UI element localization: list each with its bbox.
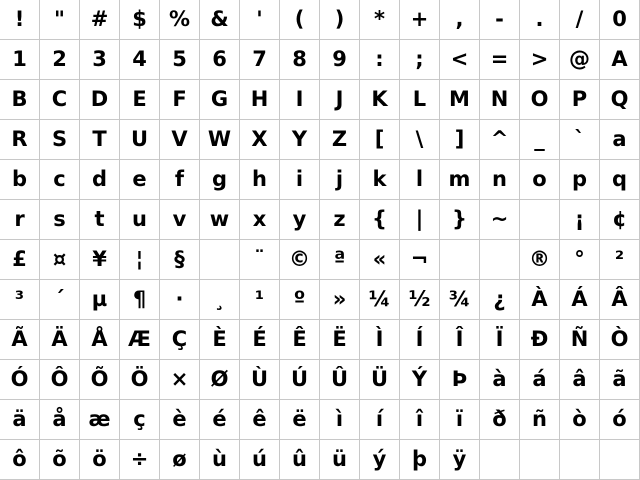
glyph-cell: C — [40, 80, 80, 120]
glyph-cell: Þ — [440, 360, 480, 400]
glyph-cell-empty — [200, 240, 240, 280]
glyph-cell: Ä — [40, 320, 80, 360]
glyph-cell: ú — [240, 440, 280, 480]
glyph-cell: ö — [80, 440, 120, 480]
glyph-cell: y — [280, 200, 320, 240]
glyph-cell: Ã — [0, 320, 40, 360]
glyph-cell: 5 — [160, 40, 200, 80]
glyph-cell: ¿ — [480, 280, 520, 320]
glyph-cell: 0 — [600, 0, 640, 40]
glyph-cell: ý — [360, 440, 400, 480]
glyph-cell: ] — [440, 120, 480, 160]
glyph-cell: Ñ — [560, 320, 600, 360]
glyph-cell: È — [200, 320, 240, 360]
glyph-cell: Ì — [360, 320, 400, 360]
glyph-cell: Y — [280, 120, 320, 160]
glyph-cell: ½ — [400, 280, 440, 320]
glyph-cell: B — [0, 80, 40, 120]
glyph-cell: Ü — [360, 360, 400, 400]
glyph-cell: Ç — [160, 320, 200, 360]
glyph-cell: M — [440, 80, 480, 120]
glyph-cell: * — [360, 0, 400, 40]
glyph-cell: Ê — [280, 320, 320, 360]
glyph-cell: ¥ — [80, 240, 120, 280]
glyph-cell: ñ — [520, 400, 560, 440]
glyph-cell: V — [160, 120, 200, 160]
glyph-cell: @ — [560, 40, 600, 80]
glyph-cell: ^ — [480, 120, 520, 160]
glyph-cell: ì — [320, 400, 360, 440]
glyph-cell: í — [360, 400, 400, 440]
glyph-cell: \ — [400, 120, 440, 160]
glyph-cell: ò — [560, 400, 600, 440]
glyph-cell: è — [160, 400, 200, 440]
glyph-cell: © — [280, 240, 320, 280]
glyph-cell: 7 — [240, 40, 280, 80]
glyph-cell: ¡ — [560, 200, 600, 240]
glyph-cell: / — [560, 0, 600, 40]
glyph-cell: f — [160, 160, 200, 200]
glyph-cell: Õ — [80, 360, 120, 400]
glyph-cell: ó — [600, 400, 640, 440]
glyph-cell: + — [400, 0, 440, 40]
glyph-cell: « — [360, 240, 400, 280]
glyph-cell: 3 — [80, 40, 120, 80]
glyph-cell: $ — [120, 0, 160, 40]
glyph-cell: ¬ — [400, 240, 440, 280]
glyph-cell: õ — [40, 440, 80, 480]
glyph-cell: t — [80, 200, 120, 240]
glyph-cell: J — [320, 80, 360, 120]
glyph-cell: ¹ — [240, 280, 280, 320]
glyph-cell: Ò — [600, 320, 640, 360]
glyph-cell: z — [320, 200, 360, 240]
glyph-cell: æ — [80, 400, 120, 440]
glyph-cell: Ô — [40, 360, 80, 400]
glyph-cell: x — [240, 200, 280, 240]
glyph-cell: ã — [600, 360, 640, 400]
glyph-cell: ® — [520, 240, 560, 280]
glyph-cell: : — [360, 40, 400, 80]
glyph-cell: ÿ — [440, 440, 480, 480]
glyph-cell: ï — [440, 400, 480, 440]
glyph-cell: G — [200, 80, 240, 120]
glyph-cell: p — [560, 160, 600, 200]
glyph-cell: À — [520, 280, 560, 320]
glyph-cell: a — [600, 120, 640, 160]
glyph-cell: b — [0, 160, 40, 200]
glyph-cell: £ — [0, 240, 40, 280]
glyph-cell: µ — [80, 280, 120, 320]
glyph-cell-empty — [600, 440, 640, 480]
glyph-cell: L — [400, 80, 440, 120]
glyph-cell: i — [280, 160, 320, 200]
glyph-cell: ü — [320, 440, 360, 480]
glyph-cell: ô — [0, 440, 40, 480]
glyph-cell: D — [80, 80, 120, 120]
glyph-cell: R — [0, 120, 40, 160]
glyph-cell: Æ — [120, 320, 160, 360]
glyph-cell: Ý — [400, 360, 440, 400]
glyph-cell: k — [360, 160, 400, 200]
glyph-cell: ! — [0, 0, 40, 40]
glyph-cell: ` — [560, 120, 600, 160]
glyph-cell: Ø — [200, 360, 240, 400]
glyph-cell: ÷ — [120, 440, 160, 480]
glyph-cell: Ö — [120, 360, 160, 400]
glyph-cell: F — [160, 80, 200, 120]
glyph-cell: Ð — [520, 320, 560, 360]
glyph-cell-empty — [480, 240, 520, 280]
glyph-cell: á — [520, 360, 560, 400]
glyph-cell: c — [40, 160, 80, 200]
glyph-cell: ; — [400, 40, 440, 80]
glyph-cell: · — [160, 280, 200, 320]
glyph-cell: ð — [480, 400, 520, 440]
glyph-cell: ¸ — [200, 280, 240, 320]
glyph-cell: [ — [360, 120, 400, 160]
glyph-cell: H — [240, 80, 280, 120]
glyph-cell: U — [120, 120, 160, 160]
glyph-cell: g — [200, 160, 240, 200]
glyph-cell: N — [480, 80, 520, 120]
glyph-cell: ¾ — [440, 280, 480, 320]
glyph-cell: ~ — [480, 200, 520, 240]
glyph-cell: Å — [80, 320, 120, 360]
glyph-cell-empty — [480, 440, 520, 480]
glyph-cell-empty — [520, 200, 560, 240]
glyph-cell: 2 — [40, 40, 80, 80]
glyph-cell: w — [200, 200, 240, 240]
glyph-cell: å — [40, 400, 80, 440]
glyph-cell: S — [40, 120, 80, 160]
glyph-cell: é — [200, 400, 240, 440]
glyph-cell: § — [160, 240, 200, 280]
glyph-cell: × — [160, 360, 200, 400]
glyph-cell: } — [440, 200, 480, 240]
glyph-cell: ° — [560, 240, 600, 280]
glyph-cell: . — [520, 0, 560, 40]
glyph-cell: > — [520, 40, 560, 80]
glyph-cell: Î — [440, 320, 480, 360]
glyph-cell: þ — [400, 440, 440, 480]
glyph-cell: 8 — [280, 40, 320, 80]
glyph-cell: ( — [280, 0, 320, 40]
glyph-cell: ê — [240, 400, 280, 440]
glyph-cell: { — [360, 200, 400, 240]
glyph-cell: = — [480, 40, 520, 80]
glyph-cell: v — [160, 200, 200, 240]
glyph-cell: ¤ — [40, 240, 80, 280]
glyph-cell: ² — [600, 240, 640, 280]
glyph-cell-empty — [520, 440, 560, 480]
glyph-cell: A — [600, 40, 640, 80]
glyph-cell: ª — [320, 240, 360, 280]
glyph-cell: q — [600, 160, 640, 200]
glyph-cell: e — [120, 160, 160, 200]
glyph-cell: ¼ — [360, 280, 400, 320]
glyph-cell: ¨ — [240, 240, 280, 280]
glyph-cell: ä — [0, 400, 40, 440]
glyph-cell: < — [440, 40, 480, 80]
glyph-cell: º — [280, 280, 320, 320]
glyph-cell: - — [480, 0, 520, 40]
glyph-cell: ë — [280, 400, 320, 440]
glyph-cell: T — [80, 120, 120, 160]
glyph-cell: o — [520, 160, 560, 200]
glyph-cell: P — [560, 80, 600, 120]
glyph-cell: u — [120, 200, 160, 240]
glyph-cell: Ú — [280, 360, 320, 400]
glyph-cell: , — [440, 0, 480, 40]
glyph-cell: X — [240, 120, 280, 160]
glyph-cell: ´ — [40, 280, 80, 320]
glyph-cell: n — [480, 160, 520, 200]
glyph-cell: 1 — [0, 40, 40, 80]
glyph-cell: Û — [320, 360, 360, 400]
glyph-cell: » — [320, 280, 360, 320]
glyph-cell: l — [400, 160, 440, 200]
glyph-cell: % — [160, 0, 200, 40]
glyph-cell: 4 — [120, 40, 160, 80]
glyph-cell: & — [200, 0, 240, 40]
glyph-cell: W — [200, 120, 240, 160]
glyph-cell: É — [240, 320, 280, 360]
glyph-cell: O — [520, 80, 560, 120]
glyph-cell: Í — [400, 320, 440, 360]
glyph-cell: î — [400, 400, 440, 440]
glyph-cell — [440, 240, 480, 280]
glyph-cell: 6 — [200, 40, 240, 80]
glyph-cell: j — [320, 160, 360, 200]
glyph-cell: m — [440, 160, 480, 200]
glyph-cell: ¢ — [600, 200, 640, 240]
glyph-cell: ç — [120, 400, 160, 440]
glyph-cell: K — [360, 80, 400, 120]
glyph-cell: Q — [600, 80, 640, 120]
glyph-cell: | — [400, 200, 440, 240]
glyph-cell: d — [80, 160, 120, 200]
glyph-cell: " — [40, 0, 80, 40]
glyph-cell: s — [40, 200, 80, 240]
glyph-cell: ¦ — [120, 240, 160, 280]
glyph-cell: à — [480, 360, 520, 400]
glyph-cell: â — [560, 360, 600, 400]
glyph-cell: Á — [560, 280, 600, 320]
glyph-cell: Â — [600, 280, 640, 320]
glyph-cell: Ó — [0, 360, 40, 400]
glyph-cell: r — [0, 200, 40, 240]
glyph-cell: # — [80, 0, 120, 40]
glyph-cell-empty — [560, 440, 600, 480]
glyph-cell: ¶ — [120, 280, 160, 320]
glyph-cell: Ï — [480, 320, 520, 360]
glyph-cell: Ë — [320, 320, 360, 360]
glyph-cell: E — [120, 80, 160, 120]
glyph-cell: 9 — [320, 40, 360, 80]
glyph-cell: _ — [520, 120, 560, 160]
glyph-cell: h — [240, 160, 280, 200]
glyph-cell: ³ — [0, 280, 40, 320]
glyph-cell: ) — [320, 0, 360, 40]
glyph-cell: û — [280, 440, 320, 480]
glyph-cell: Ù — [240, 360, 280, 400]
glyph-cell: ' — [240, 0, 280, 40]
glyph-cell: I — [280, 80, 320, 120]
glyph-cell: ù — [200, 440, 240, 480]
glyph-cell: ø — [160, 440, 200, 480]
glyph-cell: Z — [320, 120, 360, 160]
